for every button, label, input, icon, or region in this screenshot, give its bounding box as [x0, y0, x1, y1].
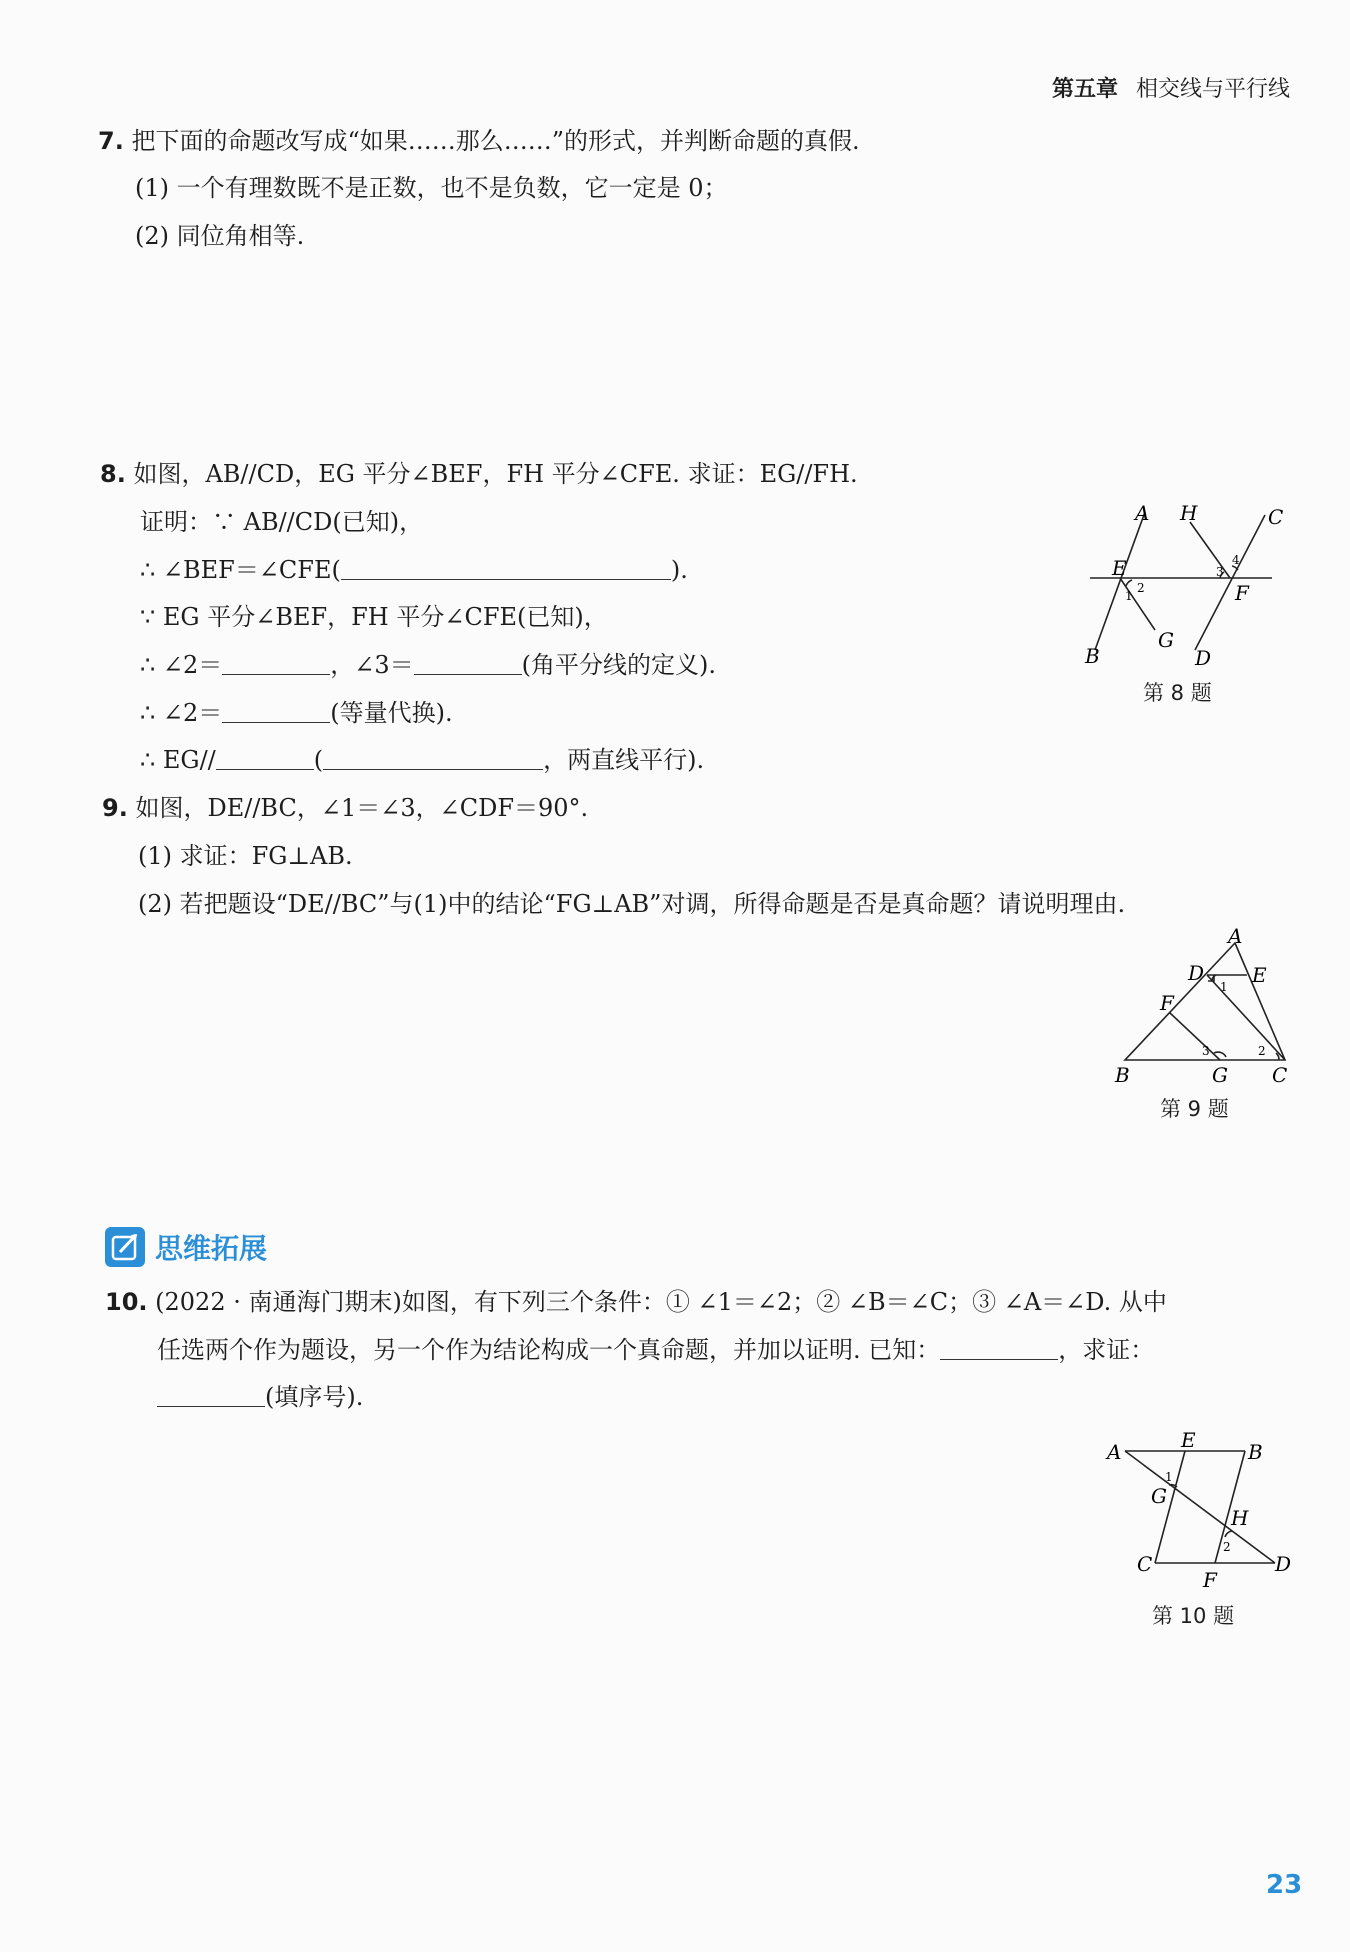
label-f: F [1203, 1568, 1217, 1592]
triangle-abc [1125, 943, 1285, 1060]
label-f: F [1160, 991, 1174, 1015]
q8-proof-line-2 [140, 554, 688, 586]
label-g: G [1158, 628, 1174, 652]
q9-part2: (2) 若把题设“DE//BC”与(1)中的结论“FG⊥AB”对调，所得命题是否是真命题？请说明理由. [138, 890, 1126, 918]
label-d: D [1188, 961, 1205, 985]
q8-blank-angle-2[interactable] [222, 652, 330, 675]
q8-number: 8. [100, 460, 126, 488]
q8-proof-line-6 [140, 744, 704, 776]
thinking-expansion-icon [105, 1227, 145, 1267]
q8-stem: 如图，AB//CD，EG 平分∠BEF，FH 平分∠CFE. 求证：EG//FH. [133, 460, 858, 488]
q10-line-1 [105, 1286, 1167, 1318]
label-c: C [1137, 1552, 1153, 1576]
section-title: 思维拓展 [155, 1232, 268, 1265]
label-b: B [1248, 1440, 1263, 1464]
q8-blank-reason-1[interactable] [341, 557, 671, 580]
q10-text-2a: 任选两个作为题设，另一个作为结论构成一个真命题，并加以证明. 已知： [157, 1336, 941, 1364]
q8-blank-parallel-line[interactable] [216, 747, 314, 770]
label-a: A [1135, 501, 1150, 525]
q9-stem-line [102, 792, 588, 824]
q8-l4-text-a: ∴ ∠2＝ [140, 651, 223, 679]
q8-l6-text-b: ( [313, 746, 324, 774]
q8-l2-end: ). [670, 556, 688, 584]
label-g: G [1212, 1063, 1228, 1087]
label-angle-1: 1 [1220, 980, 1228, 994]
line-cd [1195, 515, 1265, 650]
q8-proof-line-4 [140, 649, 716, 681]
figure-9 [1100, 925, 1300, 1099]
q10-line-2 [157, 1334, 1154, 1366]
figure-10-caption: 第 10 题 [1152, 1604, 1235, 1628]
q8-l4-text-c: (角平分线的定义). [521, 651, 717, 679]
q8-blank-reason-2[interactable] [323, 747, 543, 770]
label-angle-4: 4 [1232, 553, 1240, 567]
label-b: B [1085, 644, 1100, 668]
label-d: D [1195, 646, 1212, 670]
line-ad [1125, 1451, 1275, 1563]
q8-proof-line-5 [140, 697, 453, 729]
label-g: G [1151, 1484, 1167, 1508]
q10-blank-given[interactable] [940, 1337, 1058, 1360]
q9-part1: (1) 求证：FG⊥AB. [138, 842, 353, 870]
q8-l6-text-a: ∴ EG// [140, 746, 216, 774]
label-e: E [1252, 963, 1267, 987]
label-h: H [1231, 1506, 1249, 1530]
q8-l4-text-b: ，∠3＝ [330, 651, 414, 679]
angle-mark-2 [1225, 1531, 1232, 1537]
label-angle-2: 2 [1258, 1044, 1266, 1058]
q8-proof-line-3: ∵ EG 平分∠BEF，FH 平分∠CFE(已知)， [140, 603, 608, 631]
label-angle-3: 3 [1202, 1044, 1210, 1058]
figure-8-caption: 第 8 题 [1143, 681, 1212, 705]
label-angle-1: 1 [1125, 589, 1133, 603]
q10-text-1: (2022 · 南通海门期末)如图，有下列三个条件：① ∠1＝∠2；② ∠B＝∠C；③ ∠A＝∠D. 从中 [155, 1288, 1167, 1316]
figure-10 [1105, 1425, 1305, 1599]
label-a: A [1228, 924, 1243, 948]
q10-line-3 [157, 1381, 363, 1413]
q9-stem: 如图，DE//BC，∠1＝∠3，∠CDF＝90°. [135, 794, 589, 822]
label-c: C [1272, 1063, 1288, 1087]
line-fg [1170, 1013, 1220, 1060]
label-a: A [1107, 1440, 1122, 1464]
q8-l2-text: ∴ ∠BEF＝∠CFE( [140, 556, 341, 584]
q9-number: 9. [102, 794, 128, 822]
q7-stem-line [98, 125, 860, 157]
section-header [105, 1227, 267, 1267]
figure-9-caption: 第 9 题 [1160, 1097, 1229, 1121]
label-e: E [1181, 1428, 1196, 1452]
figure-8 [1080, 500, 1284, 684]
q7-number: 7. [98, 127, 124, 155]
label-e: E [1112, 556, 1127, 580]
q7-part1: (1) 一个有理数既不是正数，也不是负数，它一定是 0； [135, 174, 728, 202]
angle-mark-1 [1126, 580, 1132, 586]
q8-stem-line [100, 458, 858, 490]
q8-l5-text-a: ∴ ∠2＝ [140, 699, 223, 727]
q8-blank-angle-equal[interactable] [222, 700, 330, 723]
q10-number: 10. [105, 1288, 148, 1316]
line-fh [1190, 522, 1230, 578]
label-angle-3: 3 [1216, 565, 1224, 579]
label-h: H [1180, 501, 1198, 525]
q8-l5-text-b: (等量代换). [330, 699, 453, 727]
chapter-title: 相交线与平行线 [1135, 77, 1290, 102]
q10-text-3: (填序号). [265, 1383, 364, 1411]
q10-blank-prove[interactable] [157, 1384, 265, 1407]
running-header [1000, 72, 1290, 103]
label-c: C [1268, 505, 1284, 529]
q8-l6-text-c: ，两直线平行). [543, 746, 705, 774]
line-dc [1207, 975, 1285, 1060]
label-f: F [1235, 581, 1249, 605]
label-angle-1: 1 [1165, 1470, 1173, 1484]
label-angle-2: 2 [1137, 581, 1145, 595]
label-b: B [1115, 1063, 1130, 1087]
chapter-label: 第五章 [1051, 77, 1118, 102]
page-number: 23 [1266, 1870, 1303, 1900]
label-angle-2: 2 [1223, 1540, 1231, 1554]
label-d: D [1275, 1552, 1292, 1576]
q7-stem: 把下面的命题改写成“如果……那么……”的形式，并判断命题的真假. [131, 127, 860, 155]
q8-blank-angle-3[interactable] [414, 652, 522, 675]
q8-proof-line-1: 证明：∵ AB//CD(已知)， [140, 508, 424, 536]
q10-text-2b: ，求证： [1058, 1336, 1155, 1364]
q7-part2: (2) 同位角相等. [135, 222, 305, 250]
